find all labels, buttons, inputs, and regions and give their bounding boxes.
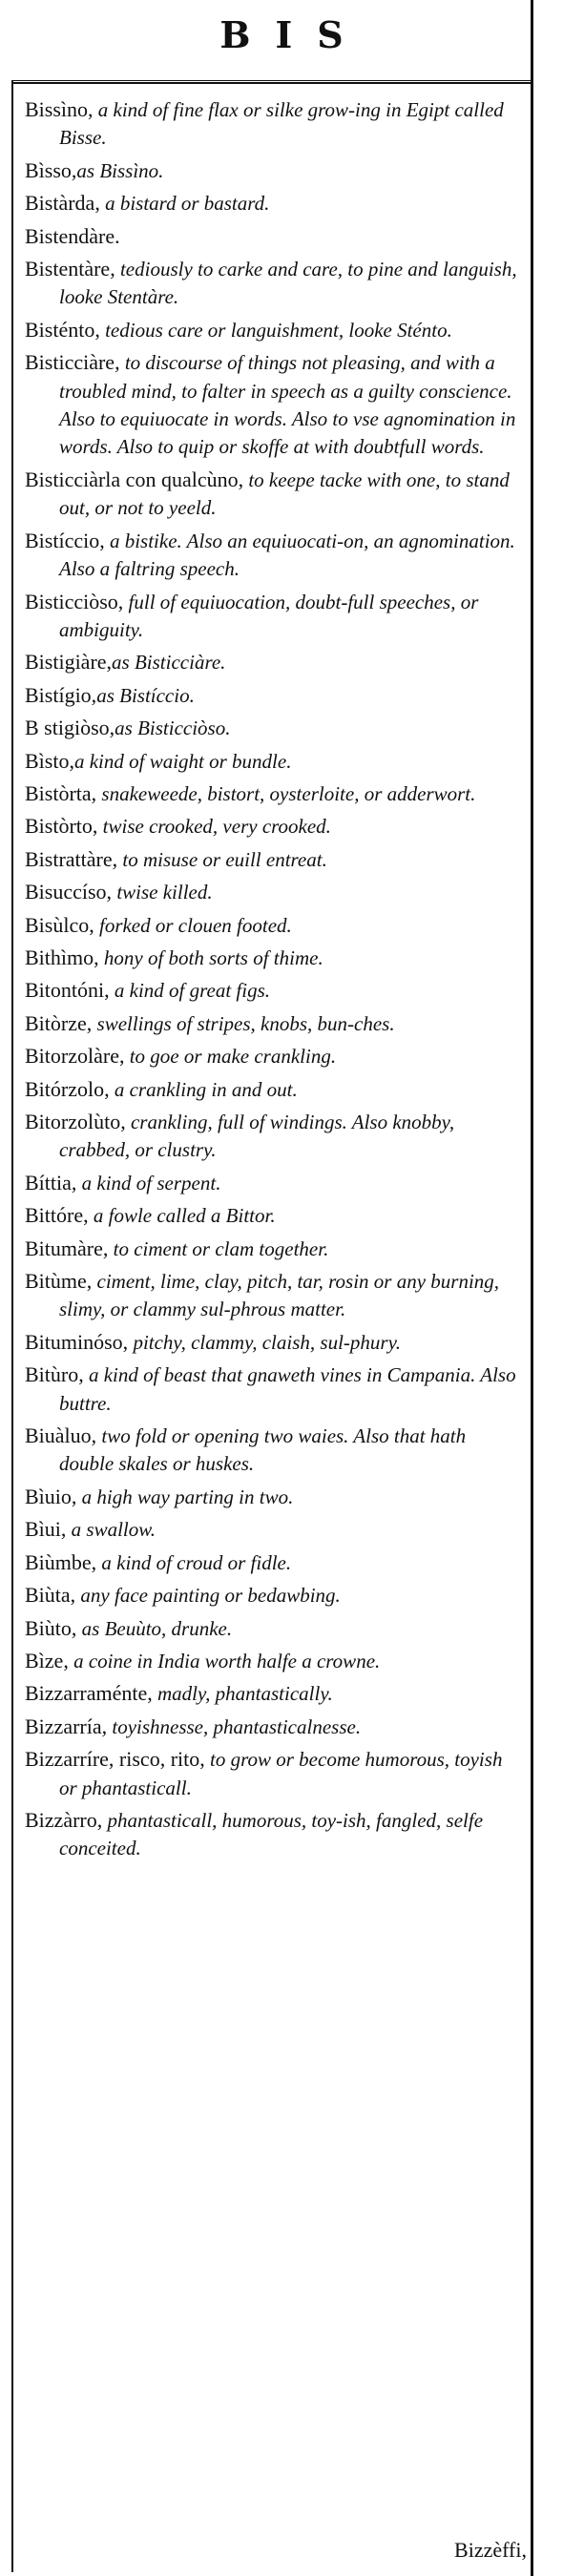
headword: Bisùlco, <box>25 912 94 937</box>
headword: Bìsto, <box>25 748 74 773</box>
entry <box>25 1713 525 1741</box>
headword: Bisticciàrla con qualcùno, <box>25 467 244 491</box>
entry <box>25 1009 525 1038</box>
headword: Bitùro, <box>25 1362 84 1387</box>
headword: Bisticciàre, <box>25 350 120 375</box>
headword: Bittóre, <box>25 1203 89 1228</box>
entry <box>25 189 525 218</box>
headword: Bizzarría, <box>25 1714 108 1738</box>
definition: tedious care or languishment, looke Sténto. <box>99 318 452 342</box>
entry <box>25 1042 525 1070</box>
headword: Biùta, <box>25 1583 76 1608</box>
entry <box>25 1745 525 1802</box>
definition: a bistike. Also an equiuocati-on, an agnomination. Also a faltring speech. <box>59 529 515 581</box>
headword: Bizzarríre, risco, rito, <box>25 1747 205 1772</box>
entry <box>25 316 525 344</box>
entry <box>25 976 525 1005</box>
definition: two fold or opening two waies. Also that hath double skales or huskes. <box>59 1424 467 1476</box>
definition: to grow or become humorous, toyish or phantasticall. <box>59 1748 503 1799</box>
definition: phantasticall, humorous, toy-ish, fangled, selfe conceited. <box>59 1808 484 1860</box>
definition: snakeweede, bistort, oysterloite, or adderwort. <box>96 781 476 805</box>
headword: Bistigiàre, <box>25 650 113 675</box>
definition: a coine in India worth halfe a crowne. <box>68 1649 381 1672</box>
definition: a bistard or bastard. <box>99 192 270 216</box>
entry <box>25 1422 525 1479</box>
definition: a kind of waight or bundle. <box>73 749 292 773</box>
entry <box>25 95 525 153</box>
definition: swellings of stripes, knobs, bun-ches. <box>92 1011 395 1035</box>
entry <box>25 1169 525 1197</box>
entry <box>25 911 525 940</box>
entry <box>25 255 525 312</box>
definition: a fowle called a Bittor. <box>88 1204 276 1228</box>
definition: ciment, lime, clay, pitch, tar, rosin or any burning, slimy, or clammy sul-phrous matter. <box>59 1270 500 1321</box>
definition: a crankling in and out. <box>109 1077 298 1101</box>
entry <box>25 1548 525 1577</box>
entry <box>25 714 525 742</box>
headword: Bistendàre. <box>25 223 120 248</box>
catchword: Bizzèffi, <box>454 2538 527 2562</box>
entry <box>25 1361 525 1418</box>
headword: Bistentàre, <box>25 257 115 281</box>
entry <box>25 878 525 906</box>
entry <box>25 1614 525 1643</box>
entry <box>25 944 525 972</box>
definition: to discourse of things not pleasing, and with a troubled mind, to falter in speech as a guilty conscience. Also to equiuocate in words. Also to vse agnomination in words. Also to quip or skoffe at with doubtfull words. <box>59 351 516 459</box>
definition: any face painting or bedawbing. <box>75 1584 341 1608</box>
definition: full of equiuocation, doubt-full speeches, or ambiguity. <box>59 590 479 641</box>
definition: a high way parting in two. <box>76 1485 294 1508</box>
headword: Bíttia, <box>25 1170 77 1195</box>
definition: to ciment or clam together. <box>108 1236 329 1260</box>
entry <box>25 812 525 841</box>
headword: Bistrattàre, <box>25 846 118 871</box>
headword: Bizzàrro, <box>25 1807 103 1832</box>
entry <box>25 1075 525 1104</box>
headword: Bistíccio, <box>25 528 105 552</box>
headword: Biùto, <box>25 1615 77 1640</box>
header-rule <box>11 80 531 84</box>
definition: a kind of croud or fidle. <box>96 1550 292 1574</box>
entry <box>25 1201 525 1230</box>
definition: as Bisticciòso. <box>115 717 231 740</box>
entry <box>25 1483 525 1511</box>
definition: as Bisticciàre. <box>112 651 226 675</box>
headword: Bitumàre, <box>25 1236 109 1260</box>
definition: as Beuùto, drunke. <box>76 1616 233 1640</box>
right-column-rule <box>531 0 533 2576</box>
entry <box>25 1679 525 1708</box>
definition: as Bistíccio. <box>96 683 195 707</box>
definition: as Bissìno. <box>76 158 164 182</box>
headword: Bìui, <box>25 1517 67 1542</box>
definition: twise killed. <box>112 881 213 904</box>
headword: Bistígio, <box>25 682 97 707</box>
entry <box>25 648 525 676</box>
definition: to keepe tacke with one, to stand out, or not to yeeld. <box>59 467 510 520</box>
definition: crankling, full of windings. Also knobby, crabbed, or clustry. <box>59 1111 455 1162</box>
headword: Bìze, <box>25 1648 69 1672</box>
headword: Bitórzolo, <box>25 1076 110 1101</box>
headword: Bisuccíso, <box>25 880 113 904</box>
entry <box>25 1806 525 1863</box>
entry <box>25 1515 525 1544</box>
headword: Bithìmo, <box>25 945 99 969</box>
page-title: BIS <box>219 13 368 56</box>
entry <box>25 1328 525 1357</box>
definition: a kind of fine flax or silke grow-ing in Egipt called Bisse. <box>59 98 504 150</box>
headword: Bituminóso, <box>25 1329 129 1354</box>
definition: a kind of great figs. <box>109 979 271 1003</box>
entry <box>25 348 525 462</box>
definition: twise crooked, very crooked. <box>97 815 331 839</box>
headword: Bistòrta, <box>25 780 97 805</box>
headword: Biùmbe, <box>25 1549 97 1574</box>
entry <box>25 681 525 710</box>
definition: a kind of serpent. <box>76 1171 221 1195</box>
page-header <box>0 0 563 67</box>
definition: madly, phantastically. <box>152 1682 333 1706</box>
headword: Bisticciòso, <box>25 589 124 613</box>
headword: Bitorzolàre, <box>25 1044 125 1069</box>
left-column-rule <box>11 80 13 2572</box>
headword: Bitorzolùto, <box>25 1110 126 1133</box>
entry <box>25 222 525 251</box>
entry <box>25 156 525 185</box>
headword: Bizzarraménte, <box>25 1681 153 1706</box>
entry <box>25 1108 525 1165</box>
entry <box>25 747 525 776</box>
entry <box>25 588 525 645</box>
entry <box>25 466 525 523</box>
definition: forked or clouen footed. <box>94 913 292 937</box>
definition: hony of both sorts of thime. <box>98 945 323 969</box>
entry <box>25 1581 525 1610</box>
definition: a swallow. <box>66 1518 156 1542</box>
entry <box>25 527 525 584</box>
entry <box>25 845 525 874</box>
headword: Bitùme, <box>25 1269 93 1294</box>
definition: a kind of beast that gnaweth vines in Campania. Also buttre. <box>59 1363 516 1415</box>
definition: to misuse or euill entreat. <box>117 847 327 871</box>
headword: Bìuio, <box>25 1484 77 1508</box>
headword: Bisténto, <box>25 317 100 342</box>
headword: Bitontóni, <box>25 978 110 1003</box>
headword: Biuàluo, <box>25 1423 97 1448</box>
headword: Bìsso, <box>25 157 77 182</box>
entry <box>25 1647 525 1675</box>
headword: B stigiòso, <box>25 716 115 740</box>
entry <box>25 779 525 808</box>
definition: tediously to carke and care, to pine and languish, looke Stentàre. <box>59 258 517 309</box>
definition: pitchy, clammy, claish, sul-phury. <box>128 1330 401 1354</box>
headword: Bissìno, <box>25 97 94 121</box>
headword: Bitòrze, <box>25 1010 93 1035</box>
definition: to goe or make crankling. <box>124 1045 337 1069</box>
entry <box>25 1267 525 1324</box>
entry-list <box>25 95 525 1867</box>
definition: toyishnesse, phantasticalnesse. <box>107 1714 362 1738</box>
entry <box>25 1235 525 1263</box>
headword: Bistàrda, <box>25 191 100 216</box>
headword: Bistòrto, <box>25 814 98 839</box>
